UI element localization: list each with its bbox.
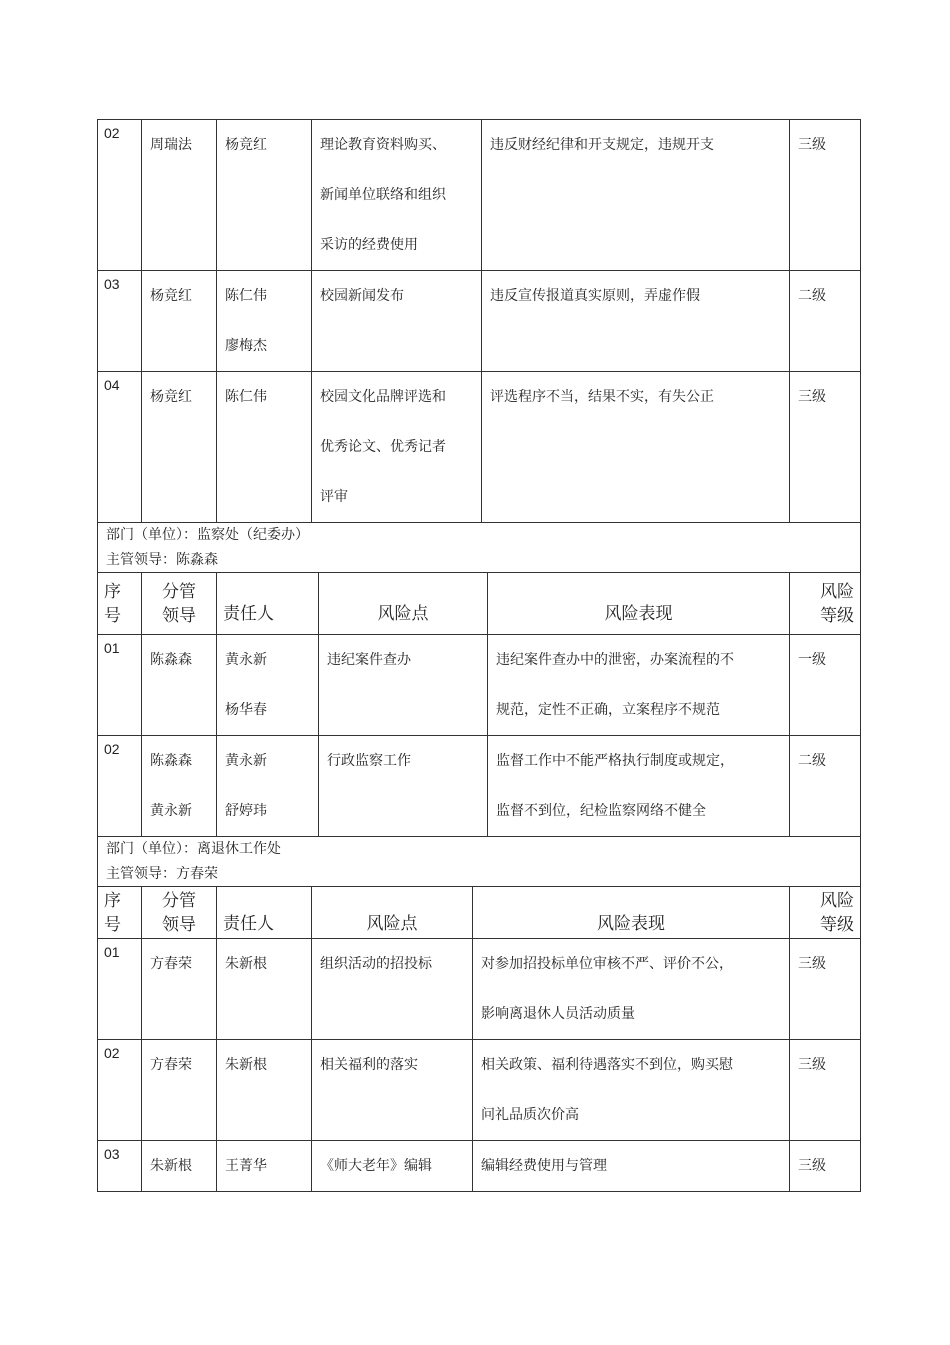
table-header-row bbox=[98, 887, 861, 939]
risk-level-cell: 一级 bbox=[790, 635, 861, 736]
risk-manifest-cell: 评选程序不当，结果不实，有失公正 bbox=[482, 372, 790, 523]
risk-manifest-cell: 相关政策、福利待遇落实不到位，购买慰 问礼品质次价高 bbox=[473, 1040, 790, 1141]
risk-manifest-cell: 违反宣传报道真实原则，弄虚作假 bbox=[482, 271, 790, 372]
row-number: 02 bbox=[98, 736, 142, 837]
leader-cell: 陈淼森 黄永新 bbox=[142, 736, 217, 837]
risk-manifest-cell: 违反财经纪律和开支规定，违规开支 bbox=[482, 120, 790, 271]
risk-table-page bbox=[97, 119, 860, 1192]
table-row bbox=[98, 1141, 861, 1192]
risk-level-cell: 二级 bbox=[790, 271, 861, 372]
risk-manifest-cell: 编辑经费使用与管理 bbox=[473, 1141, 790, 1192]
row-number: 01 bbox=[98, 635, 142, 736]
supervisor-line: 主管领导：陈淼森 bbox=[98, 548, 861, 573]
header-manifest: 风险表现 bbox=[488, 573, 790, 635]
risk-level-cell: 三级 bbox=[790, 1141, 861, 1192]
header-level: 风险 等级 bbox=[790, 887, 861, 939]
table-row bbox=[98, 271, 861, 372]
risk-point-cell: 行政监察工作 bbox=[319, 736, 488, 837]
risk-level-cell: 三级 bbox=[790, 1040, 861, 1141]
table-row bbox=[98, 939, 861, 1040]
risk-manifest-cell: 监督工作中不能严格执行制度或规定， 监督不到位，纪检监察网络不健全 bbox=[488, 736, 790, 837]
person-cell: 王菁华 bbox=[217, 1141, 312, 1192]
person-cell: 陈仁伟 bbox=[217, 372, 312, 523]
row-number: 02 bbox=[98, 1040, 142, 1141]
table-row bbox=[98, 372, 861, 523]
person-cell: 黄永新 舒婷玮 bbox=[217, 736, 319, 837]
header-manifest: 风险表现 bbox=[473, 887, 790, 939]
row-number: 04 bbox=[98, 372, 142, 523]
leader-cell: 方春荣 bbox=[142, 1040, 217, 1141]
header-person: 责任人 bbox=[217, 573, 319, 635]
person-cell: 朱新根 bbox=[217, 1040, 312, 1141]
risk-level-cell: 三级 bbox=[790, 120, 861, 271]
leader-cell: 方春荣 bbox=[142, 939, 217, 1040]
supervisor-line: 主管领导：方春荣 bbox=[98, 862, 861, 887]
leader-cell: 陈淼森 bbox=[142, 635, 217, 736]
risk-level-cell: 二级 bbox=[790, 736, 861, 837]
risk-point-cell: 理论教育资料购买、 新闻单位联络和组织 采访的经费使用 bbox=[312, 120, 482, 271]
person-cell: 朱新根 bbox=[217, 939, 312, 1040]
header-no: 序 号 bbox=[98, 573, 142, 635]
risk-point-cell: 《师大老年》编辑 bbox=[312, 1141, 473, 1192]
header-level: 风险 等级 bbox=[790, 573, 861, 635]
risk-level-cell: 三级 bbox=[790, 939, 861, 1040]
risk-manifest-cell: 违纪案件查办中的泄密，办案流程的不 规范，定性不正确，立案程序不规范 bbox=[488, 635, 790, 736]
risk-table-block-2 bbox=[97, 522, 861, 837]
risk-point-cell: 校园文化品牌评选和 优秀论文、优秀记者 评审 bbox=[312, 372, 482, 523]
risk-point-cell: 组织活动的招投标 bbox=[312, 939, 473, 1040]
risk-point-cell: 校园新闻发布 bbox=[312, 271, 482, 372]
leader-cell: 朱新根 bbox=[142, 1141, 217, 1192]
row-number: 03 bbox=[98, 1141, 142, 1192]
person-cell: 杨竞红 bbox=[217, 120, 312, 271]
header-leader: 分管 领导 bbox=[142, 573, 217, 635]
row-number: 01 bbox=[98, 939, 142, 1040]
department-line: 部门（单位）：离退休工作处 bbox=[98, 837, 861, 862]
department-line: 部门（单位）：监察处（纪委办） bbox=[98, 523, 861, 548]
risk-manifest-cell: 对参加招投标单位审核不严、评价不公， 影响离退休人员活动质量 bbox=[473, 939, 790, 1040]
header-point: 风险点 bbox=[319, 573, 488, 635]
table-row bbox=[98, 635, 861, 736]
risk-level-cell: 三级 bbox=[790, 372, 861, 523]
person-cell: 陈仁伟 廖梅杰 bbox=[217, 271, 312, 372]
table-header-row bbox=[98, 573, 861, 635]
leader-cell: 杨竞红 bbox=[142, 271, 217, 372]
risk-point-cell: 违纪案件查办 bbox=[319, 635, 488, 736]
leader-cell: 周瑞法 bbox=[142, 120, 217, 271]
risk-table-block-3 bbox=[97, 836, 861, 1192]
row-number: 02 bbox=[98, 120, 142, 271]
header-no: 序 号 bbox=[98, 887, 142, 939]
risk-table-block-1 bbox=[97, 119, 861, 523]
table-row bbox=[98, 736, 861, 837]
table-row bbox=[98, 120, 861, 271]
header-person: 责任人 bbox=[217, 887, 312, 939]
risk-point-cell: 相关福利的落实 bbox=[312, 1040, 473, 1141]
header-leader: 分管 领导 bbox=[142, 887, 217, 939]
table-row bbox=[98, 1040, 861, 1141]
header-point: 风险点 bbox=[312, 887, 473, 939]
person-cell: 黄永新 杨华春 bbox=[217, 635, 319, 736]
leader-cell: 杨竞红 bbox=[142, 372, 217, 523]
row-number: 03 bbox=[98, 271, 142, 372]
